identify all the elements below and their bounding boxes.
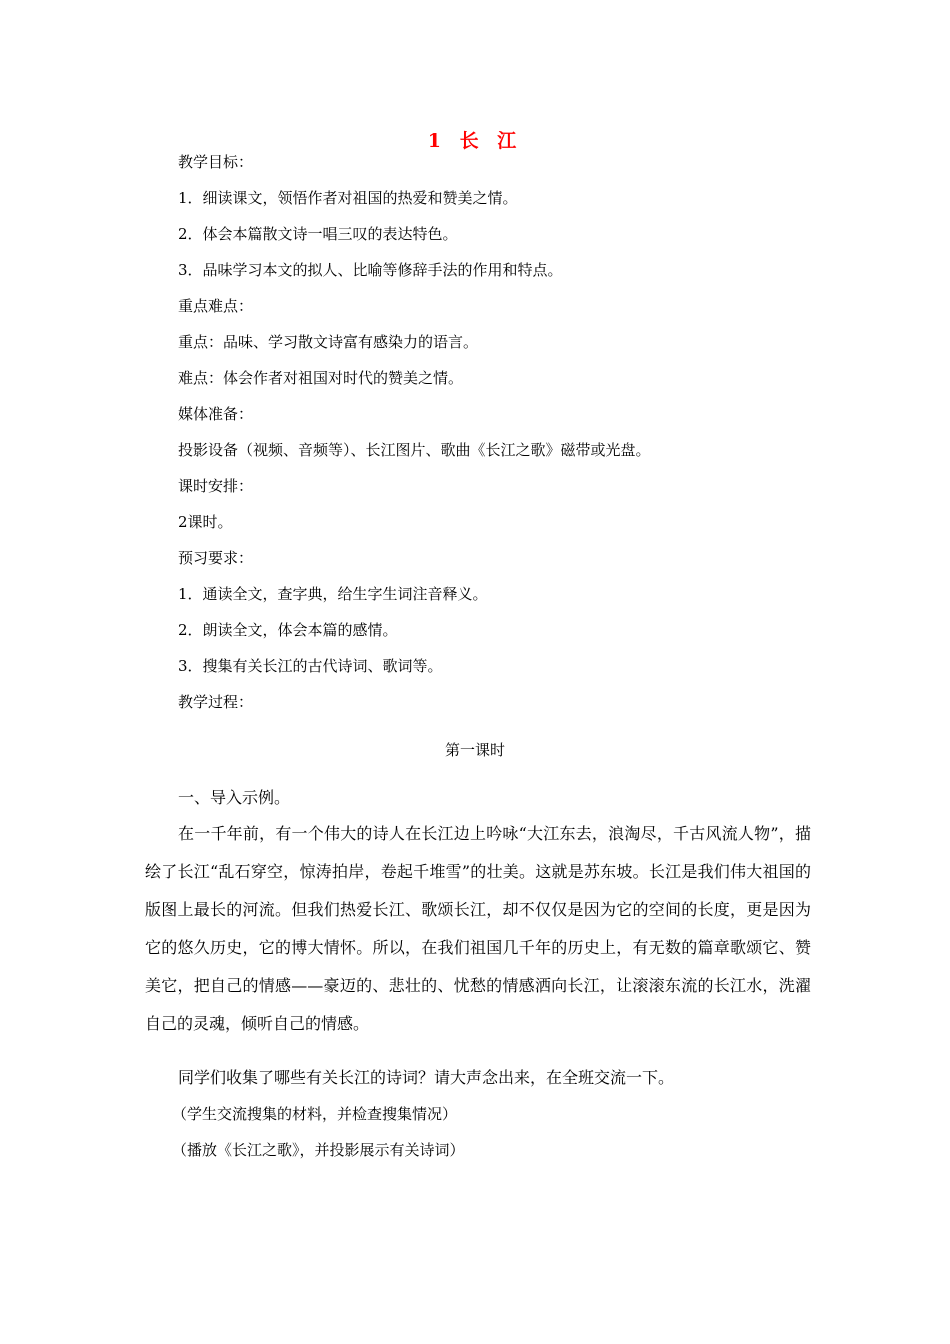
stage-note: （播放《长江之歌》，并投影展示有关诗词） [172, 1141, 465, 1159]
heading-process: 教学过程： [178, 693, 254, 711]
key-point: 重点：品味、学习散文诗富有感染力的语言。 [178, 333, 479, 351]
discussion-paragraph: 同学们收集了哪些有关长江的诗词？请大声念出来，在全班交流一下。 [178, 1068, 675, 1087]
preview-item: 2．朗读全文，体会本篇的感情。 [178, 621, 398, 639]
lesson-heading: 第一课时 [444, 741, 505, 759]
heading-objectives: 教学目标： [178, 153, 254, 171]
heading-schedule: 课时安排： [178, 477, 254, 495]
heading-preview: 预习要求： [178, 549, 254, 567]
heading-media: 媒体准备： [178, 405, 254, 423]
objective-item: 3．品味学习本文的拟人、比喻等修辞手法的作用和特点。 [178, 261, 563, 279]
media-text: 投影设备（视频、音频等）、长江图片、歌曲《长江之歌》磁带或光盘。 [178, 441, 651, 459]
document-title: 1 长 江 [427, 130, 523, 152]
stage-note: （学生交流搜集的材料，并检查搜集情况） [172, 1105, 458, 1123]
section-heading: 一、导入示例。 [178, 788, 291, 807]
difficult-point: 难点：体会作者对祖国对时代的赞美之情。 [178, 369, 464, 387]
preview-item: 1．通读全文，查字典，给生字生词注音释义。 [178, 585, 488, 603]
heading-key-points: 重点难点： [178, 297, 254, 315]
objective-item: 2．体会本篇散文诗一唱三叹的表达特色。 [178, 225, 458, 243]
objective-item: 1．细读课文，领悟作者对祖国的热爱和赞美之情。 [178, 189, 518, 207]
intro-paragraph: 在一千年前，有一个伟大的诗人在长江边上吟咏“大江东去，浪淘尽，千古风流人物”，描绘了长江“乱石穿空，惊涛拍岸，卷起千堆雪”的壮美。这就是苏东坡。长江是我们伟大祖国的版图上最长的河流。但我们热爱长江、歌颂长江，却不仅仅是因为它的空间的长度，更是因为它的悠久历史，它的博大情怀。所以，在我们祖国几千年的历史上，有无数的篇章歌颂它、赞美它，把自己的情感——豪迈的、悲壮的、忧愁的情感洒向长江，让滚滚东流的长江水，洗濯自己的灵魂，倾听自己的情感。 [145, 824, 811, 1033]
preview-item: 3．搜集有关长江的古代诗词、歌词等。 [178, 657, 443, 675]
schedule-text: 2课时。 [178, 513, 233, 531]
